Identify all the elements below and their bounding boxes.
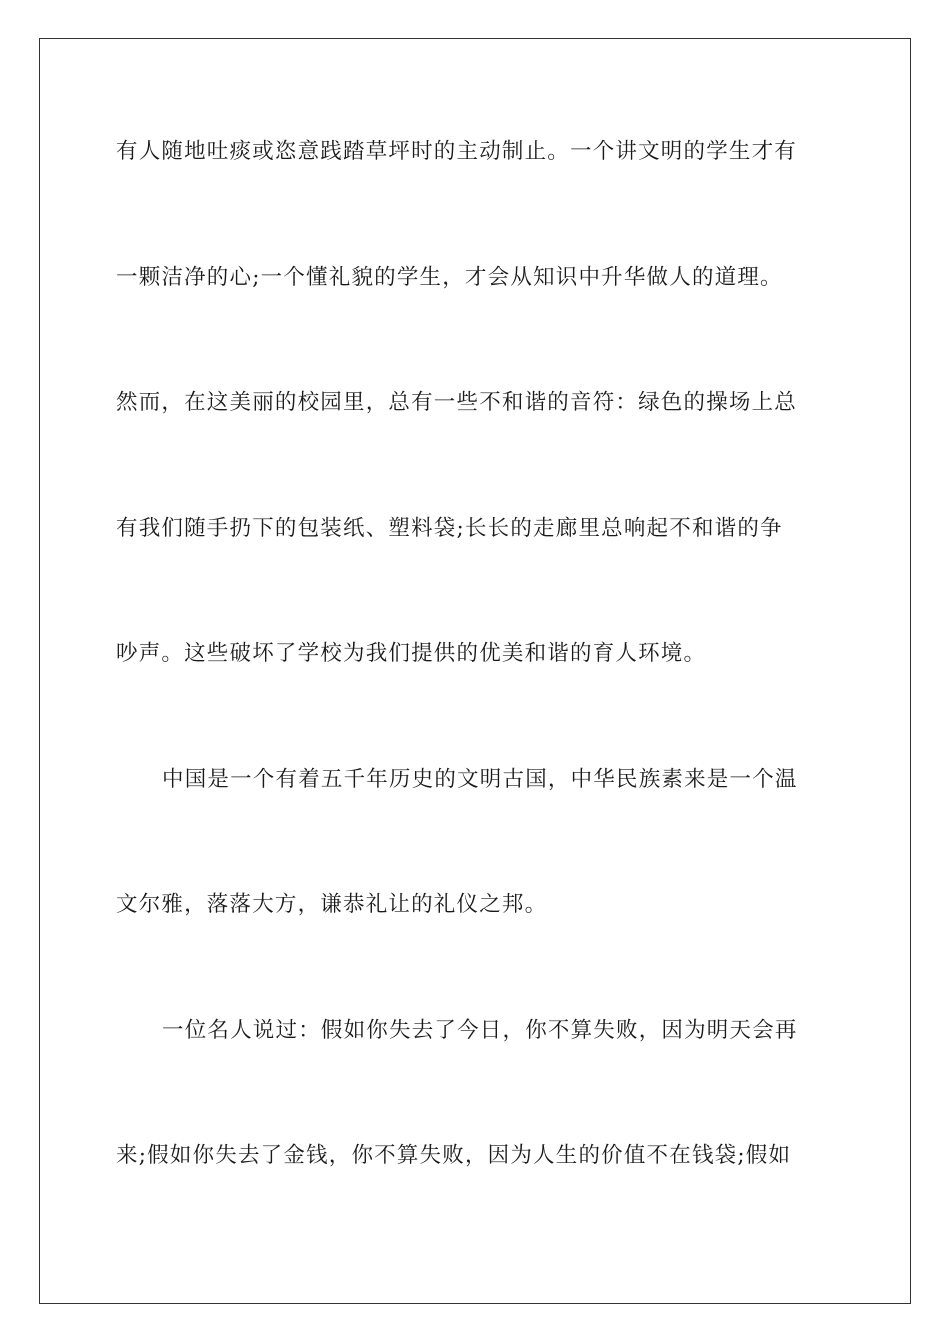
text-line: 有我们随手扔下的包装纸、塑料袋;长长的走廊里总响起不和谐的争 — [116, 515, 783, 541]
document-body — [116, 130, 836, 1260]
text-line: 然而，在这美丽的校园里，总有一些不和谐的音符：绿色的操场上总 — [116, 390, 798, 415]
text-line: 来;假如你失去了金钱，你不算失败，因为人生的价值不在钱袋;假如 — [116, 1143, 792, 1168]
paragraph-start-line: 一位名人说过：假如你失去了今日，你不算失败，因为明天会再 — [162, 1017, 798, 1043]
text-line: 有人随地吐痰或恣意践踏草坪时的主动制止。一个讲文明的学生才有 — [116, 139, 798, 164]
text-line: 吵声。这些破坏了学校为我们提供的优美和谐的育人环境。 — [116, 641, 707, 666]
text-line: 文尔雅，落落大方，谦恭礼让的礼仪之邦。 — [116, 892, 548, 917]
paragraph-start-line: 中国是一个有着五千年历史的文明古国，中华民族素来是一个温 — [162, 766, 798, 792]
text-line: 一颗洁净的心;一个懂礼貌的学生，才会从知识中升华做人的道理。 — [116, 264, 783, 290]
